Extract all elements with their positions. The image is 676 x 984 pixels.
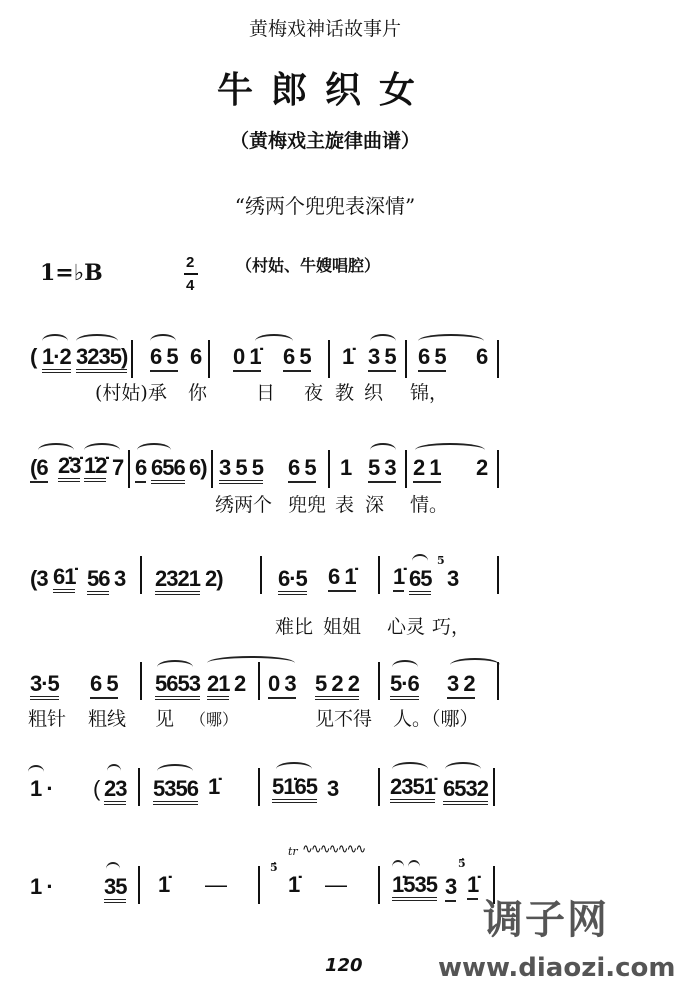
slur [370, 443, 396, 457]
bar-line [260, 556, 262, 594]
note: 23 [104, 778, 126, 805]
slur [150, 334, 176, 348]
note: 3 2 [447, 673, 475, 699]
note: 3 [114, 566, 126, 591]
slur [76, 334, 118, 348]
note: 3235) [76, 346, 127, 373]
watermark-url: www.diaozi.com [438, 953, 676, 983]
bar-line [497, 662, 499, 700]
dash-sustain: — [205, 872, 226, 897]
slur [450, 658, 500, 672]
lyric: 人。（哪） [393, 708, 479, 730]
lyric: 见 [155, 708, 175, 730]
bar-line [497, 556, 499, 594]
note: 6) [189, 455, 207, 480]
note: 6 5 [150, 346, 178, 372]
slur [418, 334, 484, 348]
note: 3 5 5 [219, 457, 263, 484]
note: 2351̇ [390, 776, 435, 803]
slur [157, 764, 193, 778]
note: 7 [112, 455, 124, 480]
song-title: “绣两个兜兜表深情” [234, 194, 416, 218]
lyric: (村姑)承 [95, 382, 167, 404]
slur [84, 443, 120, 457]
lyric: 织 [364, 382, 384, 404]
note: 1 · [30, 776, 53, 801]
note: 6 [190, 344, 202, 369]
time-signature-bottom: 4 [186, 277, 194, 294]
note: 1̇ [208, 774, 220, 799]
note: 3 [447, 566, 459, 591]
lyric: 锦， [410, 382, 449, 404]
bar-line [138, 866, 140, 904]
lyric: 绣两个 [215, 494, 273, 516]
note: 6 [476, 344, 488, 369]
note: 2 [476, 455, 488, 480]
note: (6 [30, 457, 48, 483]
lyric: 夜 [304, 382, 324, 404]
note: 21 [207, 673, 229, 700]
note: 0 3 [268, 673, 296, 699]
lyric: 情。 [410, 494, 449, 516]
slur [42, 334, 68, 348]
bar-line [131, 340, 133, 378]
performers: （村姑、牛嫂唱腔） [236, 256, 381, 275]
bar-line [211, 450, 213, 488]
bar-line [328, 340, 330, 378]
note: 1̇ [288, 872, 300, 897]
slur [392, 660, 418, 674]
note: 6 5 [288, 457, 316, 483]
bar-line [493, 768, 495, 806]
lyric: 姐姐 [323, 616, 362, 638]
note: 656 [151, 457, 185, 484]
category-heading: 黄梅戏神话故事片 [248, 18, 401, 40]
slur [415, 443, 485, 457]
note: 1̇ [467, 874, 478, 900]
note: 5·6 [390, 673, 419, 700]
slur [207, 656, 295, 670]
bar-line [208, 340, 210, 378]
slur [38, 443, 74, 457]
note: 1̇535 [392, 874, 437, 901]
page-number: 120 [325, 955, 363, 976]
note: 6 5 [90, 673, 118, 699]
time-signature-top: 2 [186, 254, 194, 271]
note: 5 2 2 [315, 673, 359, 700]
bar-line [497, 450, 499, 488]
trill-mark: tr [288, 845, 298, 858]
note: 3 [327, 776, 339, 801]
note: 2 [234, 671, 246, 696]
note: 2321 [155, 568, 200, 595]
note: (3 [30, 566, 48, 591]
bar-line [328, 450, 330, 488]
note: 6532 [443, 778, 488, 805]
note: ( [93, 776, 100, 801]
slur [106, 862, 120, 876]
note: 1 [340, 455, 352, 480]
slur [445, 762, 481, 776]
note: 5 3 [368, 457, 396, 483]
lyric: 粗针 [28, 708, 67, 730]
key-signature: 1=♭B [40, 260, 103, 286]
time-signature-line [184, 273, 198, 275]
dash-sustain: — [325, 872, 346, 897]
bar-line [378, 866, 380, 904]
note: 1̇ [393, 566, 404, 592]
note: 2 1 [413, 457, 441, 483]
note: 3 5 [368, 346, 396, 372]
bar-line [258, 866, 260, 904]
slur [370, 334, 396, 348]
slur [137, 443, 171, 457]
lyric: 兜兜 [288, 494, 327, 516]
watermark-logo: 调子网 [483, 897, 609, 943]
lyric: 巧， [432, 616, 471, 638]
note: 6 5 [418, 346, 446, 372]
note: 6 5 [283, 346, 311, 372]
note: 6·5 [278, 568, 307, 595]
note: 1 · [30, 874, 53, 899]
lyric: 日 [256, 382, 276, 404]
bar-line [378, 556, 380, 594]
lyric: （哪） [190, 710, 239, 729]
note: 1̇ [342, 344, 354, 369]
lyric: 粗线 [88, 708, 127, 730]
bar-line [405, 340, 407, 378]
note: 5356 [153, 778, 198, 805]
bar-line [140, 662, 142, 700]
lyric: 表 [335, 494, 355, 516]
note: ( [30, 344, 37, 369]
note: 61̇ [53, 566, 75, 593]
note: 6 [135, 457, 146, 483]
bar-line [405, 450, 407, 488]
slur [392, 762, 428, 776]
note: 35 [104, 876, 126, 903]
lyric: 见不得 [315, 708, 373, 730]
note: 65 [409, 568, 431, 595]
lyric: 深 [365, 494, 385, 516]
lyric: 教 [335, 382, 355, 404]
grace-note: 5̇ [458, 857, 466, 870]
bar-line [378, 662, 380, 700]
note: 5653 [155, 673, 200, 700]
slur [408, 860, 420, 874]
page-title: 牛郎织女 [216, 69, 433, 111]
note: 2) [205, 566, 223, 591]
note: 0 1̇ [233, 346, 261, 372]
grace-note: 5 [437, 554, 445, 567]
bar-line [497, 340, 499, 378]
slur [107, 764, 121, 778]
lyric: 难比 [275, 616, 314, 638]
note: 2̇3̇ [58, 455, 80, 482]
subtitle: （黄梅戏主旋律曲谱） [229, 130, 420, 152]
lyric: 心灵 [387, 616, 426, 638]
bar-line [258, 662, 260, 700]
trill-wave-icon: ∿∿∿∿∿∿∿ [302, 842, 365, 857]
slur [276, 762, 312, 776]
slur [157, 660, 193, 674]
note: 6 1̇ [328, 566, 356, 592]
note: 1·2 [42, 346, 71, 373]
note: 56 [87, 568, 109, 595]
note: 1̇ [158, 872, 170, 897]
note: 3·5 [30, 673, 59, 700]
grace-note: 5̇ [270, 861, 278, 874]
bar-line [138, 768, 140, 806]
lyric: 你 [188, 382, 208, 404]
bar-line [128, 450, 130, 488]
bar-line [258, 768, 260, 806]
slur [412, 554, 428, 568]
bar-line [378, 768, 380, 806]
bar-line [140, 556, 142, 594]
note: 3 [445, 876, 456, 902]
slur [392, 860, 404, 874]
note: 1̇2̇ [84, 455, 106, 482]
note: 51̇65 [272, 776, 317, 803]
